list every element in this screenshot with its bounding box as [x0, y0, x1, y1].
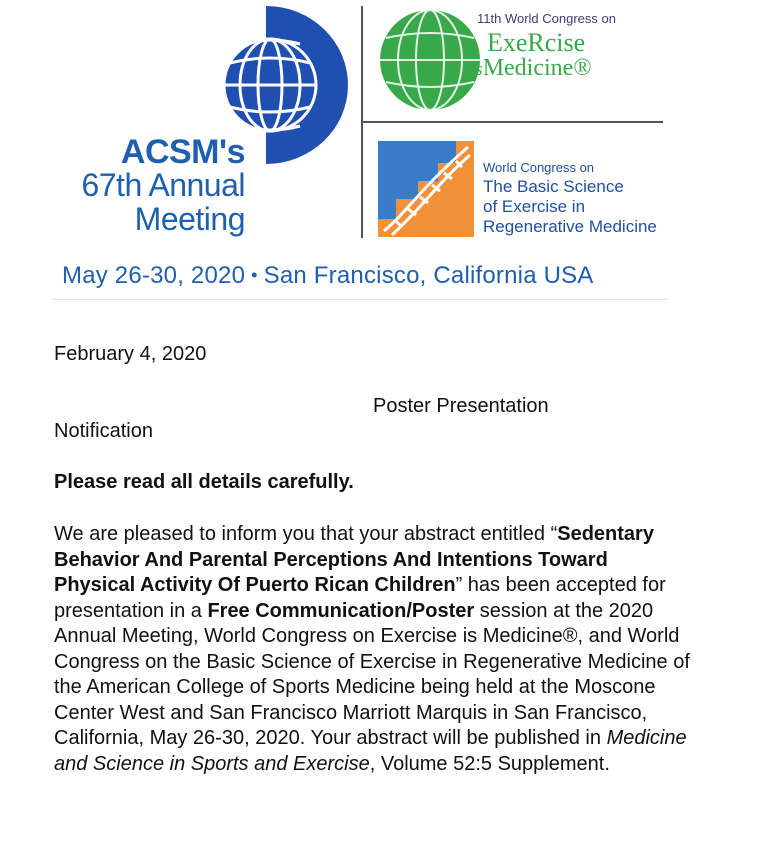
eim-medicine: Medicine®	[482, 55, 592, 81]
meeting-details-text: session at the 2020 Annual Meeting, World Congress on Exercise is Medicine®, and World Congress on the Basic Science of Exercise in Regenerative Medicine of the American College of Sports Medicine being held at the Moscone Center West and San Francisco Marriott Marquis in San Francisco, California, May 26-30, 2020. Your abstract will be published in	[54, 599, 690, 749]
read-carefully-warning: Please read all details carefully.	[54, 471, 354, 493]
acceptance-paragraph	[54, 522, 694, 777]
eim-wordmark-line2	[470, 55, 592, 83]
bs-title-line3: Regenerative Medicine	[483, 217, 657, 236]
conference-banner	[0, 0, 772, 305]
bs-title-line1: The Basic Science	[483, 177, 624, 196]
bs-congress-label: World Congress on	[483, 160, 595, 175]
journal-name: Medicine and Science in Sports and Exercise	[54, 727, 687, 775]
banner-rule	[52, 299, 668, 300]
presentation-type: Poster Presentation	[373, 395, 549, 417]
bs-title-line2: of Exercise in	[483, 197, 586, 216]
eim-is: is	[470, 59, 483, 80]
eim-congress-label: 11th World Congress on	[477, 11, 616, 26]
volume-text: , Volume 52:5 Supplement.	[369, 752, 610, 775]
acsm-edition: 67th Annual	[81, 167, 245, 203]
eim-globe-logo	[378, 8, 482, 112]
banner-horizontal-divider	[361, 121, 663, 123]
intro-text: We are pleased to inform you that your abstract entitled “	[54, 523, 558, 545]
meeting-dates-location	[62, 262, 594, 290]
after-title-text: ” has been accepted for presentation in a	[54, 574, 666, 622]
separator-bullet: •	[251, 265, 258, 285]
meeting-dates: May 26-30, 2020	[62, 262, 246, 289]
letter-date: February 4, 2020	[54, 343, 207, 365]
notification-heading: Notification	[54, 420, 153, 442]
abstract-title: Sedentary Behavior And Parental Perceptions And Intentions Toward Physical Activity Of Puerto Rican Children	[54, 523, 654, 596]
acsm-meeting: Meeting	[134, 201, 245, 237]
eim-wordmark-line1: ExeRcise	[487, 28, 586, 57]
acsm-name: ACSM's	[120, 133, 245, 171]
dna-logo	[378, 141, 474, 237]
session-type: Free Communication/Poster	[207, 599, 475, 622]
meeting-location: San Francisco, California USA	[263, 262, 594, 289]
